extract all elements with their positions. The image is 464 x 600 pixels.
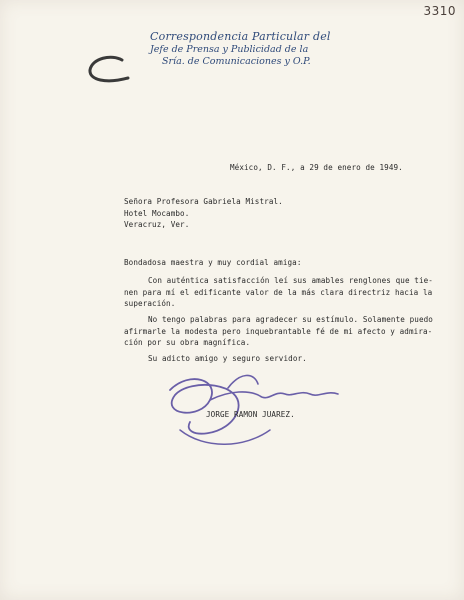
paragraph-1-line-1: Con auténtica satisfacción leí sus amables renglones que tie- [148, 276, 433, 285]
paragraph-1 [124, 275, 444, 310]
letterhead [150, 30, 390, 68]
letterhead-line-2: Jefe de Prensa y Publicidad de la [150, 44, 309, 55]
recipient-line-2: Hotel Mocambo. [124, 208, 190, 218]
paragraph-2-line-3: ción por su obra magnífica. [124, 338, 251, 347]
paragraph-2-line-2: afirmarle la modesta pero inquebrantable fé de mi afecto y admira- [124, 326, 433, 336]
closing-line: Su adicto amigo y seguro servidor. [148, 354, 307, 363]
paragraph-1-line-3: superación. [124, 299, 176, 308]
archive-number: 3310 [423, 4, 456, 18]
letterhead-line-3: Sría. de Comunicaciones y O.P. [162, 56, 311, 67]
paragraph-2 [124, 314, 444, 349]
recipient-address [124, 196, 283, 231]
recipient-line-3: Veracruz, Ver. [124, 220, 190, 229]
salutation: Bondadosa maestra y muy cordial amiga: [124, 258, 302, 267]
paragraph-2-line-1: No tengo palabras para agradecer su estímulo. Solamente puedo [148, 315, 433, 324]
paragraph-1-line-2: nen para mí el edificante valor de la más clara directriz hacia la [124, 287, 433, 297]
signer-name: JORGE RAMON JUAREZ. [206, 410, 295, 419]
letterhead-line-1: Correspondencia Particular del [150, 30, 331, 43]
recipient-line-1: Señora Profesora Gabriela Mistral. [124, 197, 283, 206]
date-line: México, D. F., a 29 de enero de 1949. [230, 163, 403, 172]
pencil-c-mark [84, 52, 134, 86]
